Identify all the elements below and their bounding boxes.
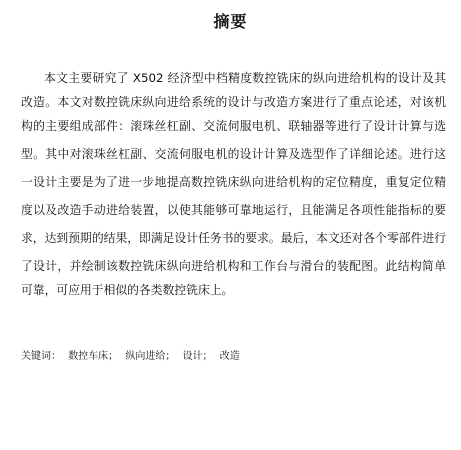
keyword-item: 改造: [219, 351, 240, 362]
abstract-line: 求，达到预期的结果，即满足设计任务书的要求。最后，本文还对各个零部件进行: [21, 231, 446, 245]
abstract-line: 了设计，并绘制该数控铣床纵向进给机构和工作台与滑台的装配图。此结构简单: [21, 259, 446, 273]
abstract-line: 改造。本文对数控铣床纵向进给系统的设计与改造方案进行了重点论述，对该机: [21, 95, 446, 109]
keyword-item: 设计；: [182, 351, 213, 362]
abstract-line: 型。其中对滚珠丝杠副、交流伺服电机的设计计算及选型作了详细论述。进行这: [21, 147, 446, 161]
abstract-line: 本文主要研究了 X502 经济型中档精度数控铣床的纵向进给机构的设计及其: [44, 71, 446, 85]
abstract-line: 构的主要组成部件：滚珠丝杠副、交流伺服电机、联轴器等进行了设计计算与选: [21, 119, 446, 133]
keyword-item: 数控车床；: [68, 351, 119, 362]
abstract-line: 可靠，可应用于相似的各类数控铣床上。: [21, 283, 234, 297]
keyword-item: 纵向进给；: [125, 351, 176, 362]
abstract-line: 一设计主要是为了进一步地提高数控铣床纵向进给机构的定位精度，重复定位精: [21, 175, 446, 189]
document-title: 摘要: [213, 12, 248, 31]
keywords-label: 关键词：: [21, 351, 61, 362]
keywords-row: [21, 350, 244, 364]
abstract-line: 度以及改造手动进给装置，以使其能够可靠地运行，且能满足各项性能指标的要: [21, 203, 446, 217]
abstract-body: [21, 66, 446, 302]
